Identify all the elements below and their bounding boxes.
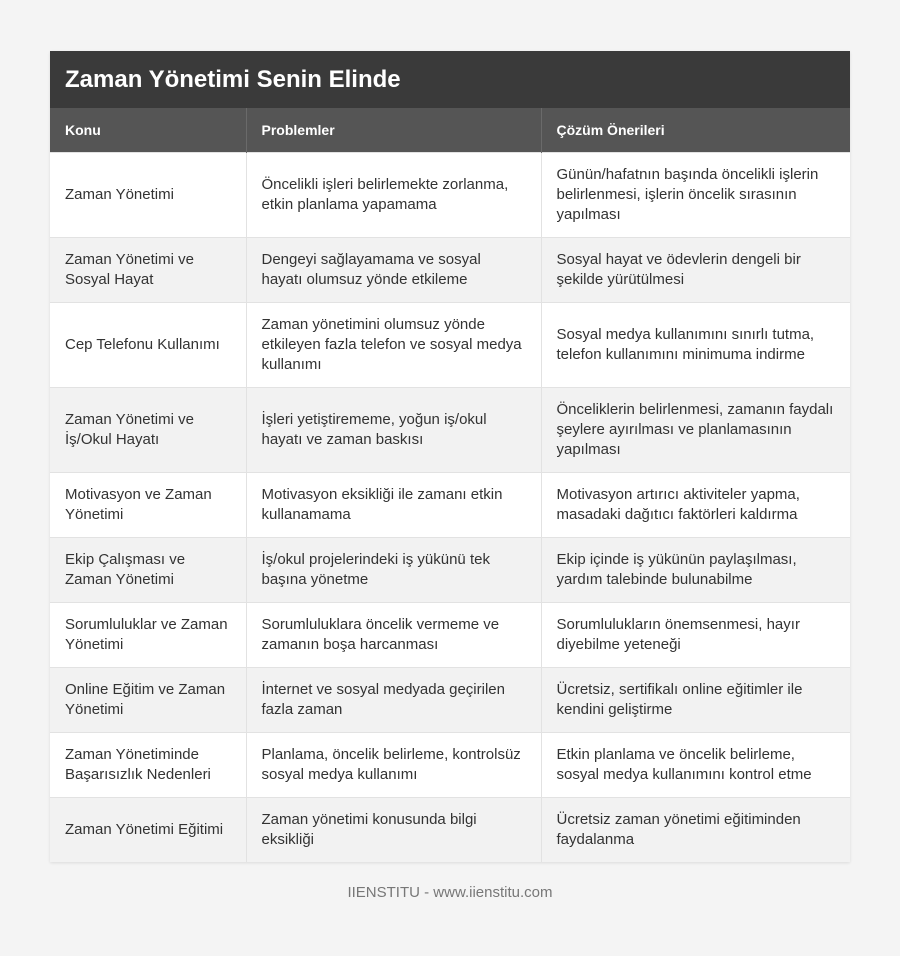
cell-problem: İş/okul projelerindeki iş yükünü tek başına yönetme: [246, 537, 541, 602]
cell-konu: Zaman Yönetimi Eğitimi: [50, 797, 246, 862]
cell-problem: İşleri yetiştirememe, yoğun iş/okul hayatı ve zaman baskısı: [246, 387, 541, 472]
table-row: [50, 237, 850, 302]
table-row: [50, 472, 850, 537]
header-problemler: Problemler: [246, 108, 541, 152]
table-row: [50, 667, 850, 732]
cell-problem: Dengeyi sağlayamama ve sosyal hayatı olumsuz yönde etkileme: [246, 237, 541, 302]
cell-cozum: Ücretsiz, sertifikalı online eğitimler ile kendini geliştirme: [541, 667, 850, 732]
header-cozum-onerileri: Çözüm Önerileri: [541, 108, 850, 152]
footer-credit: IIENSTITU - www.iienstitu.com: [347, 884, 553, 901]
cell-konu: Online Eğitim ve Zaman Yönetimi: [50, 667, 246, 732]
table-header: [50, 108, 850, 152]
table-row: [50, 602, 850, 667]
cell-cozum: Günün/hafatnın başında öncelikli işlerin belirlenmesi, işlerin öncelik sırasının yapılması: [541, 152, 850, 237]
cell-cozum: Motivasyon artırıcı aktiviteler yapma, masadaki dağıtıcı faktörleri kaldırma: [541, 472, 850, 537]
cell-problem: Zaman yönetimi konusunda bilgi eksikliği: [246, 797, 541, 862]
cell-problem: Zaman yönetimini olumsuz yönde etkileyen fazla telefon ve sosyal medya kullanımı: [246, 302, 541, 387]
cell-konu: Ekip Çalışması ve Zaman Yönetimi: [50, 537, 246, 602]
cell-problem: Planlama, öncelik belirleme, kontrolsüz sosyal medya kullanımı: [246, 732, 541, 797]
cell-cozum: Sosyal medya kullanımını sınırlı tutma, telefon kullanımını minimuma indirme: [541, 302, 850, 387]
table-card: [50, 51, 850, 862]
header-row: [50, 108, 850, 152]
cell-konu: Sorumluluklar ve Zaman Yönetimi: [50, 602, 246, 667]
cell-cozum: Sorumlulukların önemsenmesi, hayır diyebilme yeteneği: [541, 602, 850, 667]
cell-konu: Zaman Yönetimi ve İş/Okul Hayatı: [50, 387, 246, 472]
cell-problem: Sorumluluklara öncelik vermeme ve zamanın boşa harcanması: [246, 602, 541, 667]
data-table: [50, 108, 850, 862]
cell-konu: Zaman Yönetimi ve Sosyal Hayat: [50, 237, 246, 302]
table-row: [50, 797, 850, 862]
cell-cozum: Önceliklerin belirlenmesi, zamanın faydalı şeylere ayırılması ve planlamasının yapılması: [541, 387, 850, 472]
cell-cozum: Ücretsiz zaman yönetimi eğitiminden faydalanma: [541, 797, 850, 862]
cell-konu: Zaman Yönetimi: [50, 152, 246, 237]
table-row: [50, 302, 850, 387]
header-konu: Konu: [50, 108, 246, 152]
cell-cozum: Etkin planlama ve öncelik belirleme, sosyal medya kullanımını kontrol etme: [541, 732, 850, 797]
table-row: [50, 387, 850, 472]
cell-problem: Öncelikli işleri belirlemekte zorlanma, etkin planlama yapamama: [246, 152, 541, 237]
table-title: Zaman Yönetimi Senin Elinde: [50, 51, 850, 108]
cell-problem: İnternet ve sosyal medyada geçirilen fazla zaman: [246, 667, 541, 732]
cell-problem: Motivasyon eksikliği ile zamanı etkin kullanamama: [246, 472, 541, 537]
table-row: [50, 537, 850, 602]
table-row: [50, 732, 850, 797]
cell-konu: Cep Telefonu Kullanımı: [50, 302, 246, 387]
cell-konu: Motivasyon ve Zaman Yönetimi: [50, 472, 246, 537]
cell-cozum: Ekip içinde iş yükünün paylaşılması, yardım talebinde bulunabilme: [541, 537, 850, 602]
cell-konu: Zaman Yönetiminde Başarısızlık Nedenleri: [50, 732, 246, 797]
table-body: [50, 152, 850, 862]
cell-cozum: Sosyal hayat ve ödevlerin dengeli bir şekilde yürütülmesi: [541, 237, 850, 302]
table-row: [50, 152, 850, 237]
